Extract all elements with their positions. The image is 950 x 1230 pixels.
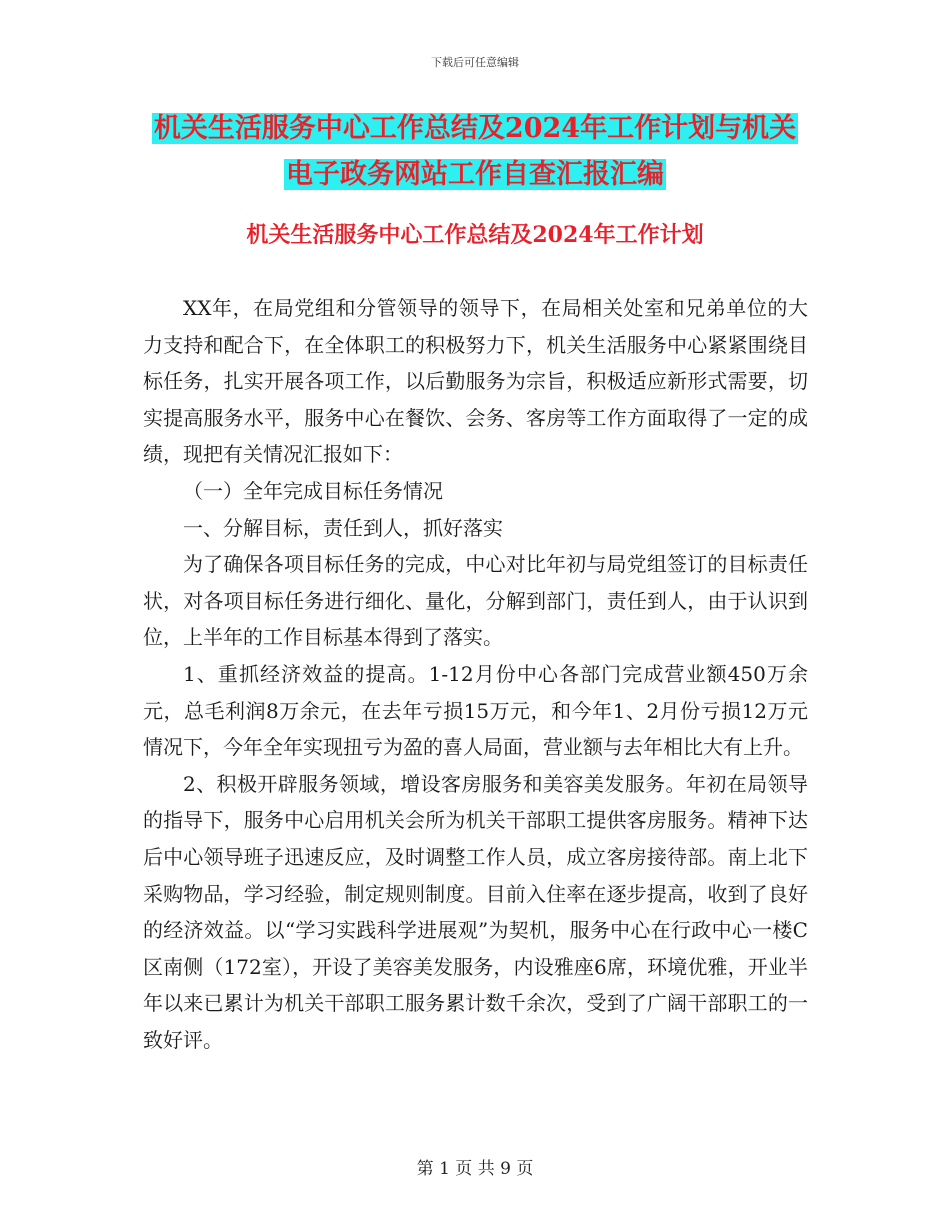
document-body — [143, 290, 808, 1058]
paragraph-targets: 为了确保各项目标任务的完成，中心对比年初与局党组签订的目标责任状，对各项目标任务进行细化、量化，分解到部门，责任到人，由于认识到位，上半年的工作目标基本得到了落实。 — [143, 552, 808, 650]
paragraph-intro: XX年，在局党组和分管领导的领导下，在局相关处室和兄弟单位的大力支持和配合下，在全体职工的积极努力下，机关生活服务中心紧紧围绕目标任务，扎实开展各项工作，以后勤服务为宗旨，积极适应新形式需要，切实提高服务水平，服务中心在餐饮、会务、客房等工作方面取得了一定的成绩，现把有关情况汇报如下： — [143, 296, 808, 467]
header-note: 下载后可任意编辑 — [431, 56, 519, 69]
heading-targets-status: （一）全年完成目标任务情况 — [183, 478, 443, 503]
document-title-line-2: 电子政务网站工作自查汇报汇编 — [286, 159, 664, 190]
paragraph-economic-benefit: 1、重抓经济效益的提高。1-12月份中心各部门完成营业额450万余元，总毛利润8万余元，在去年亏损15万元，和今年1、2月份亏损12万元情况下，今年全年实现扭亏为盈的喜人局面，营业额与去年相比大有上升。 — [143, 661, 808, 760]
document-title — [0, 106, 950, 198]
paragraph-service-expansion: 2、积极开辟服务领域，增设客房服务和美容美发服务。年初在局领导的指导下，服务中心启用机关会所为机关干部职工提供客房服务。精神下达后中心领导班子迅速反应，及时调整工作人员，成立客房接待部。南上北下采购物品，学习经验，制定规则制度。目前入住率在逐步提高，收到了良好的经济效益。以“学习实践科学进展观”为契机，服务中心在行政中心一楼C区南侧（172室），开设了美容美发服务，内设雅座6席，环境优雅，开业半年以来已累计为机关干部职工服务累计数千余次，受到了广阔干部职工的一致好评。 — [143, 771, 808, 1052]
document-title-line-1: 机关生活服务中心工作总结及2024年工作计划与机关 — [153, 113, 797, 144]
page-number-footer: 第 1 页 共 9 页 — [416, 1159, 534, 1179]
section-title: 机关生活服务中心工作总结及2024年工作计划 — [246, 222, 704, 248]
heading-decompose-targets: 一、分解目标，责任到人，抓好落实 — [183, 515, 503, 540]
